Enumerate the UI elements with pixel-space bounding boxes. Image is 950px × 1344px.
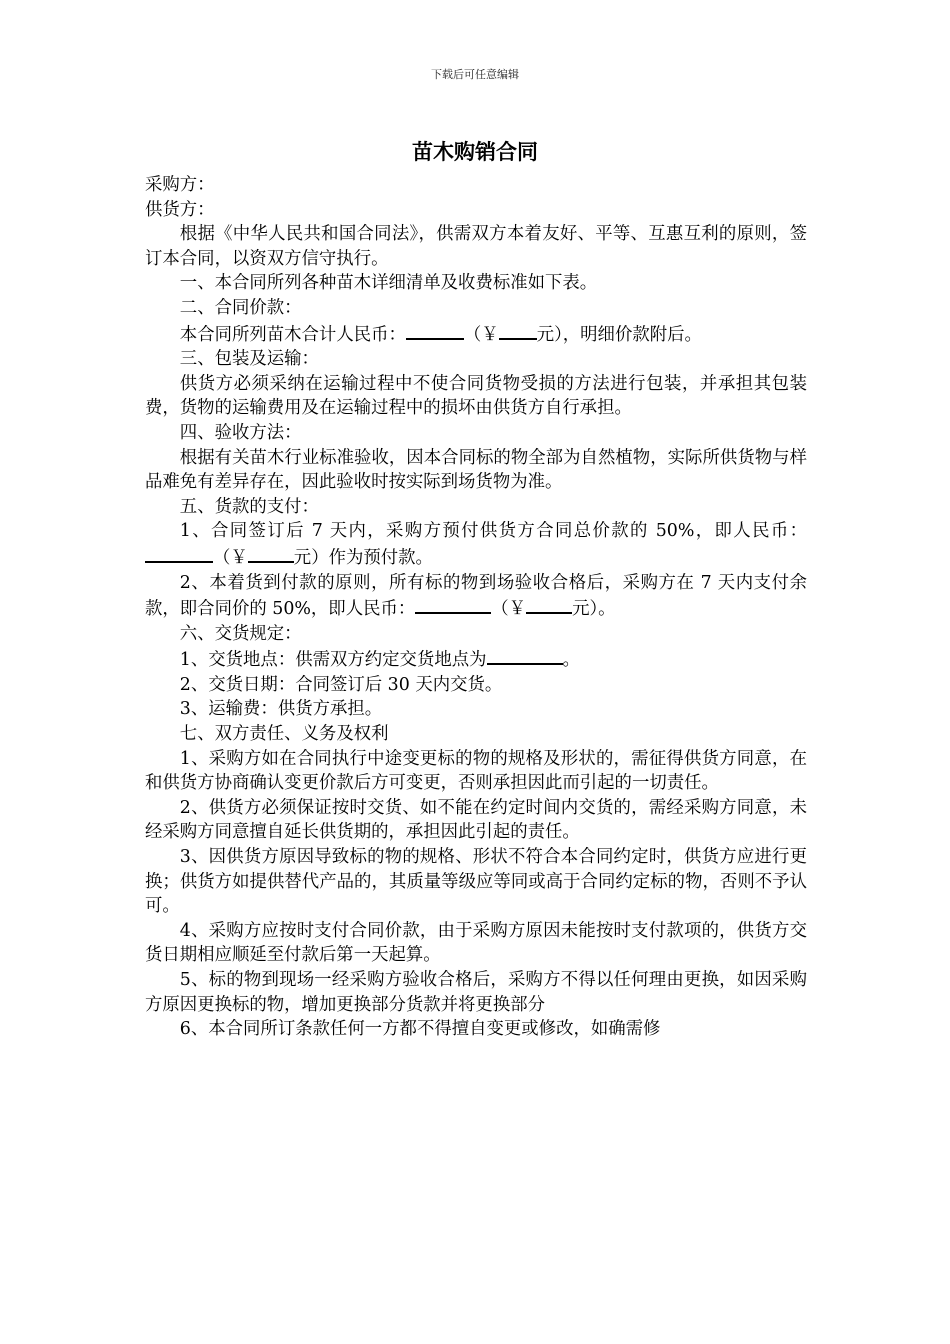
amount-blank: [406, 321, 464, 340]
balance-amount-blank: [415, 595, 491, 614]
delivery-place-blank: [487, 646, 563, 665]
buyer-line: 采购方：: [145, 175, 215, 195]
section-5-heading: 五、货款的支付：: [179, 496, 319, 517]
document-title: 苗木购销合同: [412, 140, 538, 164]
section-7-item-5: 5、标的物到现场一经采购方验收合格后，采购方不得以任何理由更换，如因采购方原因更换标的物，增加更换部分货款并将更换部分: [145, 970, 807, 1015]
prepay-amount-blank: [145, 544, 213, 563]
amount-number-blank: [499, 321, 537, 340]
section-3-heading: 三、包装及运输：: [179, 349, 319, 370]
section-5-item-2: 2、本着货到付款的原则，所有标的物到场验收合格后，采购方在 7 天内支付余款，即合同价的 50%，即人民币： （￥ 元）。: [145, 572, 807, 620]
header-note: 下载后可任意编辑: [431, 68, 519, 81]
section-7-item-3: 3、因供货方原因导致标的物的规格、形状不符合本合同约定时，供货方应进行更换；供货方如提供替代产品的，其质量等级应等同或高于合同约定标的物，否则不予认可。: [145, 847, 807, 917]
section-6-item-3: 3、运输费：供货方承担。: [179, 699, 383, 720]
prepay-number-blank: [248, 544, 294, 563]
section-1: 一、本合同所列各种苗木详细清单及收费标准如下表。: [179, 273, 598, 294]
section-7-item-4: 4、采购方应按时支付合同价款，由于采购方原因未能按时支付款项的，供货方交货日期相应顺延至付款后第一天起算。: [145, 920, 807, 966]
section-6-heading: 六、交货规定：: [179, 623, 302, 644]
section-2-text: 本合同所列苗木合计人民币： （￥ 元），明细价款附后。: [145, 321, 807, 348]
section-5-item-1: 1、合同签订后 7 天内，采购方预付供货方合同总价款的 50%，即人民币：（￥ 元）作为预付款。: [145, 519, 807, 570]
contract-body: [145, 173, 807, 1042]
section-4-text: 根据有关苗木行业标准验收，因本合同标的物全部为自然植物，实际所供货物与样品难免有差异存在，因此验收时按实际到场货物为准。: [145, 447, 807, 493]
section-7-item-6: 6、本合同所订条款任何一方都不得擅自变更或修改，如确需修: [179, 1019, 661, 1040]
section-7-item-2: 2、供货方必须保证按时交货、如不能在约定时间内交货的，需经采购方同意，未经采购方同意擅自延长供货期的，承担因此引起的责任。: [145, 797, 807, 843]
section-2-heading: 二、合同价款：: [179, 297, 302, 318]
section-7-item-1: 1、采购方如在合同执行中途变更标的物的规格及形状的，需征得供货方同意，在和供货方协商确认变更价款后方可变更，否则承担因此而引起的一切责任。: [145, 748, 807, 794]
balance-number-blank: [526, 595, 572, 614]
section-6-item-1: 1、交货地点：供需双方约定交货地点为 。: [145, 646, 807, 673]
section-6-item-2: 2、交货日期：合同签订后 30 天内交货。: [179, 674, 503, 695]
supplier-line: 供货方：: [145, 199, 215, 220]
section-7-heading: 七、双方责任、义务及权利: [179, 724, 389, 745]
section-4-heading: 四、验收方法：: [179, 422, 302, 443]
intro-paragraph: 根据《中华人民共和国合同法》，供需双方本着友好、平等、互惠互利的原则，签订本合同，以资双方信守执行。: [145, 224, 807, 269]
section-3-text: 供货方必须采纳在运输过程中不使合同货物受损的方法进行包装，并承担其包装费，货物的运输费用及在运输过程中的损坏由供货方自行承担。: [145, 373, 807, 419]
